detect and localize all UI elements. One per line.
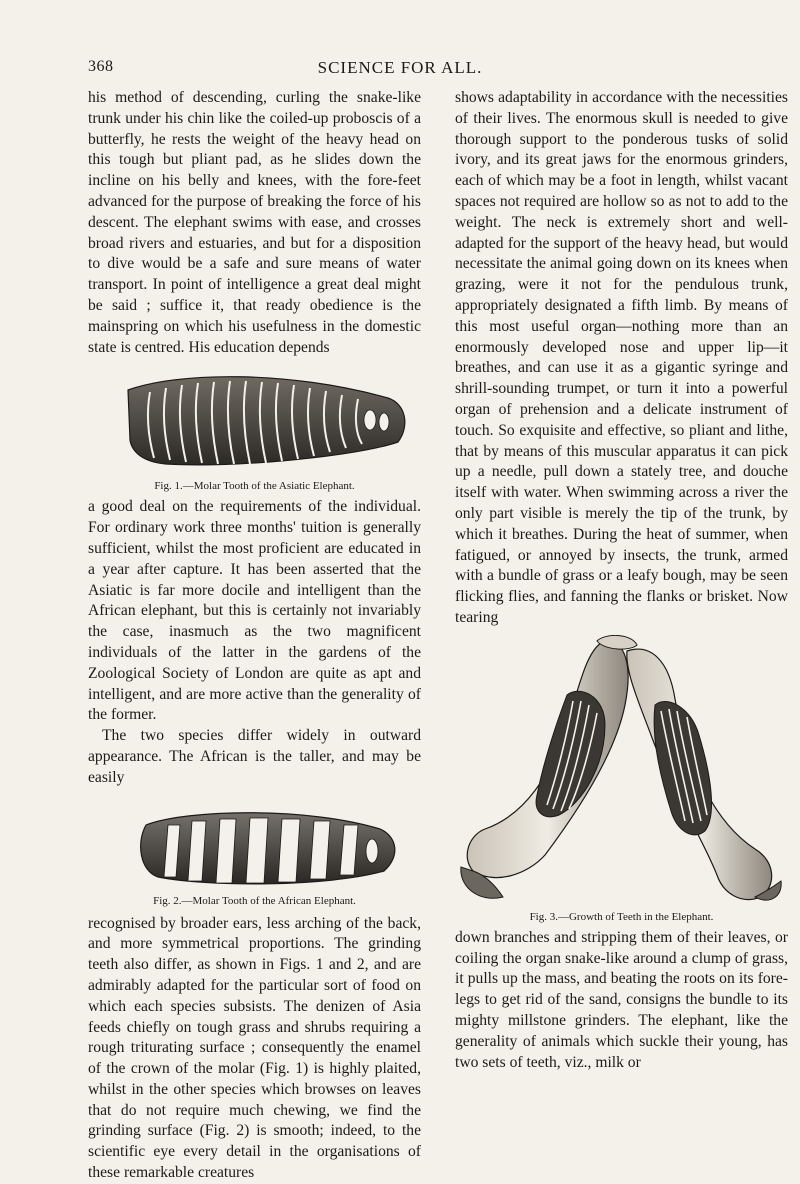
figure-3 [455,635,788,924]
running-title: SCIENCE FOR ALL. [317,58,483,77]
figure-1 [88,364,421,493]
asiatic-molar-illustration [88,364,421,476]
teeth-growth-illustration [455,635,788,907]
left-paragraph-3: The two species differ widely in outward appearance. The African is the taller, and may be easily [88,727,421,786]
right-column [455,88,788,1073]
right-paragraph-2: down branches and stripping them of their leaves, or coiling the organ snake-like around a clump of grass, it pulls up the mass, and beating the roots on its fore-legs to get rid of the sand, consigns the bundle to its mighty millstone grinders. The elephant, like the generality of animals which suckle their young, has two sets of teeth, viz., milk or [455,928,788,1071]
page-number: 368 [88,58,114,75]
left-column [88,88,421,1184]
left-paragraph-1: his method of descending, curling the snake-like trunk under his chin like the coiled-up proboscis of a butterfly, he rests the weight of the heavy head on this tough but pliant pad, as he slides down the incline on his belly and knees, with the fore-feet advanced for the purpose of breaking the force of his descent. The elephant swims with ease, and crosses broad rivers and estuaries, and but for a disposition to dive would be a safe and sure means of water transport. In point of intelligence a great deal might be said ; suffice it, that ready obedience is the mainspring on which his usefulness in the domestic state is centred. His education depends [88,89,421,356]
figure-3-caption: Fig. 3.—Growth of Teeth in the Elephant. [529,910,714,923]
african-molar-illustration [88,795,421,891]
right-paragraph-1: shows adaptability in accordance with the necessities of their lives. The enormous skull is needed to give thorough support to the ponderous tusks of solid ivory, and its great jaws for the enormous grinders, each of which may be a foot in length, whilst vacant spaces not required are hollow so as not to add to the weight. The neck is extremely short and well-adapted for the support of the heavy head, but would necessitate the animal going down on its knees when grazing, were it not for the pendulous trunk, appropriately designated a fifth limb. By means of this most useful organ—nothing more than an enormously developed nose and upper lip—it breathes, and can use it as a gigantic syringe and shrill-sounding trumpet, or turn it into a powerful organ of prehension and a delicate instrument of touch. So exquisite and effective, so pliant and lithe, that by means of this muscular apparatus it can pick up a needle, pull down a stately tree, and douche itself with water. When swimming across a river the only part visible is merely the tip of the trunk, by which it breathes. During the heat of summer, when fatigued, or annoyed by insects, the trunk, armed with a bundle of grass or a leafy bough, may be seen flicking flies, and fanning the flanks or brisket. Now tearing [455,89,788,626]
left-paragraph-4: recognised by broader ears, less arching of the back, and more symmetrical proportions. The grinding teeth also differ, as shown in Figs. 1 and 2, and are admirably adapted for the particular sort of food on which each species subsists. The denizen of Asia feeds chiefly on tough grass and shrubs requiring a rough triturating surface ; consequently the enamel of the crown of the molar (Fig. 1) is highly plaited, whilst in the other species which browses on leaves that do not require much chewing, we find the grinding surface (Fig. 2) is smooth; indeed, to the scientific eye every detail in the organisations of these remarkable creatures [88,914,421,1182]
left-paragraph-2: a good deal on the requirements of the individual. For ordinary work three months' tuition is generally sufficient, whilst the most proficient are educated in a year after capture. It has been asserted that the Asiatic is far more docile and intelligent than the African elephant, but this is certainly not invariably the case, inasmuch as the two magnificent individuals of the latter in the gardens of the Zoological Society of London are quite as apt and intelligent, and are more active than the generality of the former. [88,498,421,724]
figure-2 [88,795,421,908]
page-header [0,58,800,86]
figure-2-caption: Fig. 2.—Molar Tooth of the African Elephant. [153,894,356,907]
figure-1-caption: Fig. 1.—Molar Tooth of the Asiatic Elephant. [154,480,355,493]
